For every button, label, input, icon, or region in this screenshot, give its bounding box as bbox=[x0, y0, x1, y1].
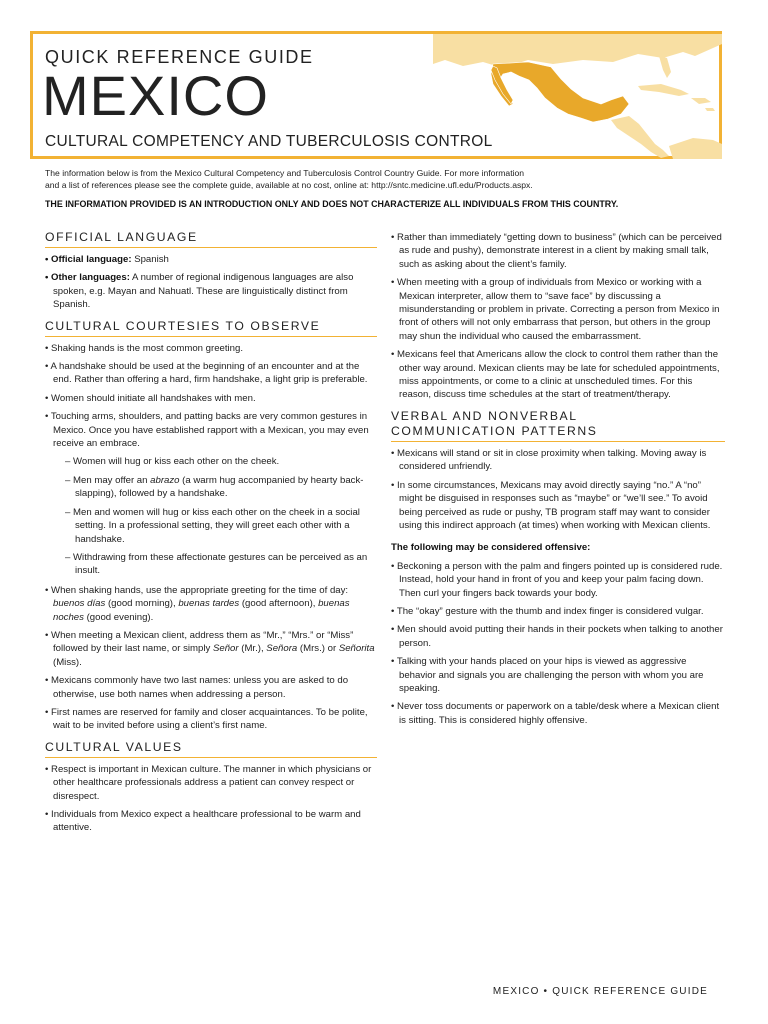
list-item: • Touching arms, shoulders, and patting backs are very common gestures in Mexico. Once you have established rapport with a Mexican, you may even receive an embrace. bbox=[45, 411, 369, 450]
list-item: • In some circumstances, Mexicans may avoid directly saying “no.” A “no” might be disguised in responses such as “maybe” or “we’ll see.” To avoid being perceived as rude or pushy, TB program staff may want to consider using this indirect approach (at times) when working with Mexican clients. bbox=[391, 479, 711, 531]
list-item: • When shaking hands, use the appropriate greeting for the time of day: buenos días (good morning), buenas tardes (good afternoon), buenas noches (good evening). bbox=[45, 584, 350, 623]
list-item: • Beckoning a person with the palm and fingers pointed up is considered rude. Instead, hold your hand in front of you and keep your palm facing down. Then curl your fingers back towards your body. bbox=[391, 560, 723, 599]
sub-list-item: – Men may offer an abrazo (a warm hug accompanied by hearty back-slapping), followed by a handshake. bbox=[65, 474, 364, 500]
right-column bbox=[391, 231, 725, 732]
list-item: • Mexicans commonly have two last names: unless you are asked to do otherwise, use both names when addressing a person. bbox=[45, 675, 349, 700]
intro-line-2: and a list of references please see the complete guide, available at no cost, online at: http://sntc.medicine.ufl.edu/Products.aspx. bbox=[45, 179, 533, 190]
list-item: • Shaking hands is the most common greeting. bbox=[45, 342, 244, 354]
list-item: • First names are reserved for family and closer acquaintances. To be polite, wait to be invited before using a client’s first name. bbox=[45, 706, 368, 732]
page-title: MEXICO bbox=[42, 64, 269, 127]
intro-text bbox=[45, 168, 725, 191]
offensive-subheading: The following may be considered offensive: bbox=[391, 542, 591, 554]
communication-heading-line-2: COMMUNICATION PATTERNS bbox=[391, 423, 598, 438]
list-item: • A handshake should be used at the beginning of an encounter and at the end. Rather than offering a hard, firm handshake, a light grip is preferable. bbox=[45, 361, 368, 386]
page-subtitle: CULTURAL COMPETENCY AND TUBERCULOSIS CONTROL bbox=[45, 133, 493, 150]
page-footer: MEXICO • QUICK REFERENCE GUIDE bbox=[492, 986, 708, 997]
list-item: • The “okay” gesture with the thumb and index finger is considered vulgar. bbox=[391, 605, 704, 617]
disclaimer: THE INFORMATION PROVIDED IS AN INTRODUCTION ONLY AND DOES NOT CHARACTERIZE ALL INDIVIDUALS FROM THIS COUNTRY. bbox=[45, 199, 619, 209]
communication-heading bbox=[391, 409, 725, 442]
mexico-map-icon bbox=[433, 34, 722, 159]
list-item: • Mexicans feel that Americans allow the clock to control them rather than the other way around. Mexican clients may be late for scheduled appointments, miss appointments, or come to a clinic at unscheduled times. For this reason, discuss time schedules at the start of treatment/therapy. bbox=[391, 349, 720, 401]
cultural-values-heading: CULTURAL VALUES bbox=[45, 740, 377, 758]
list-item: • Talking with your hands placed on your hips is viewed as aggressive behavior and signals you are challenging the person with whom you are speaking. bbox=[391, 656, 704, 694]
sub-list-item: – Men and women will hug or kiss each other on the cheek in a social setting. In a professional setting, they will greet each other with a handshake. bbox=[65, 506, 360, 545]
left-column bbox=[45, 230, 377, 840]
list-item: • Women should initiate all handshakes with men. bbox=[45, 392, 256, 404]
guide-kicker: QUICK REFERENCE GUIDE bbox=[45, 47, 314, 67]
sub-list-item: – Withdrawing from these affectionate gestures can be perceived as an insult. bbox=[65, 551, 368, 577]
list-item: • Never toss documents or paperwork on a table/desk where a Mexican client is sitting. This is considered highly offensive. bbox=[391, 701, 720, 726]
intro-line-1: The information below is from the Mexico Cultural Competency and Tuberculosis Control Country Guide. For more information bbox=[45, 168, 525, 178]
communication-heading-line-1: VERBAL AND NONVERBAL bbox=[391, 408, 578, 423]
header-box bbox=[30, 31, 722, 159]
list-item: • Other languages: A number of regional indigenous languages are also spoken, e.g. Mayan and Nahuatl. These are linguistically distinct from Spanish. bbox=[45, 272, 354, 311]
list-item: • Respect is important in Mexican culture. The manner in which physicians or other healthcare professionals address a patient can convey respect or disrespect. bbox=[45, 763, 372, 802]
list-item: • Men should avoid putting their hands in their pockets when talking to another person. bbox=[391, 624, 723, 649]
courtesies-heading: CULTURAL COURTESIES TO OBSERVE bbox=[45, 319, 377, 337]
sub-list-item: – Women will hug or kiss each other on the cheek. bbox=[65, 456, 280, 468]
list-item: • When meeting a Mexican client, address them as “Mr.,” “Mrs.” or “Miss” followed by their last name, or simply Señor (Mr.), Señora (Mrs.) or Señorita (Miss). bbox=[45, 629, 375, 668]
list-item: • Official language: Spanish bbox=[45, 254, 169, 265]
list-item: • When meeting with a group of individuals from Mexico or working with a Mexican interpreter, allow them to “save face” by discussing a misunderstanding or problem in private. Correcting a person from Mexico in front of others will not only embarrass that person, but others in the group may shun the individual who caused the embarrassment. bbox=[391, 277, 720, 342]
official-language-heading: OFFICIAL LANGUAGE bbox=[45, 230, 377, 248]
list-item: • Individuals from Mexico expect a healthcare professional to be warm and attentive. bbox=[45, 809, 361, 834]
list-item: • Mexicans will stand or sit in close proximity when talking. Moving away is considered unfriendly. bbox=[391, 447, 707, 473]
list-item: • Rather than immediately “getting down to business” (which can be perceived as rude and pushy), demonstrate interest in a client by making small talk, such as asking about the client’s family. bbox=[391, 232, 722, 270]
